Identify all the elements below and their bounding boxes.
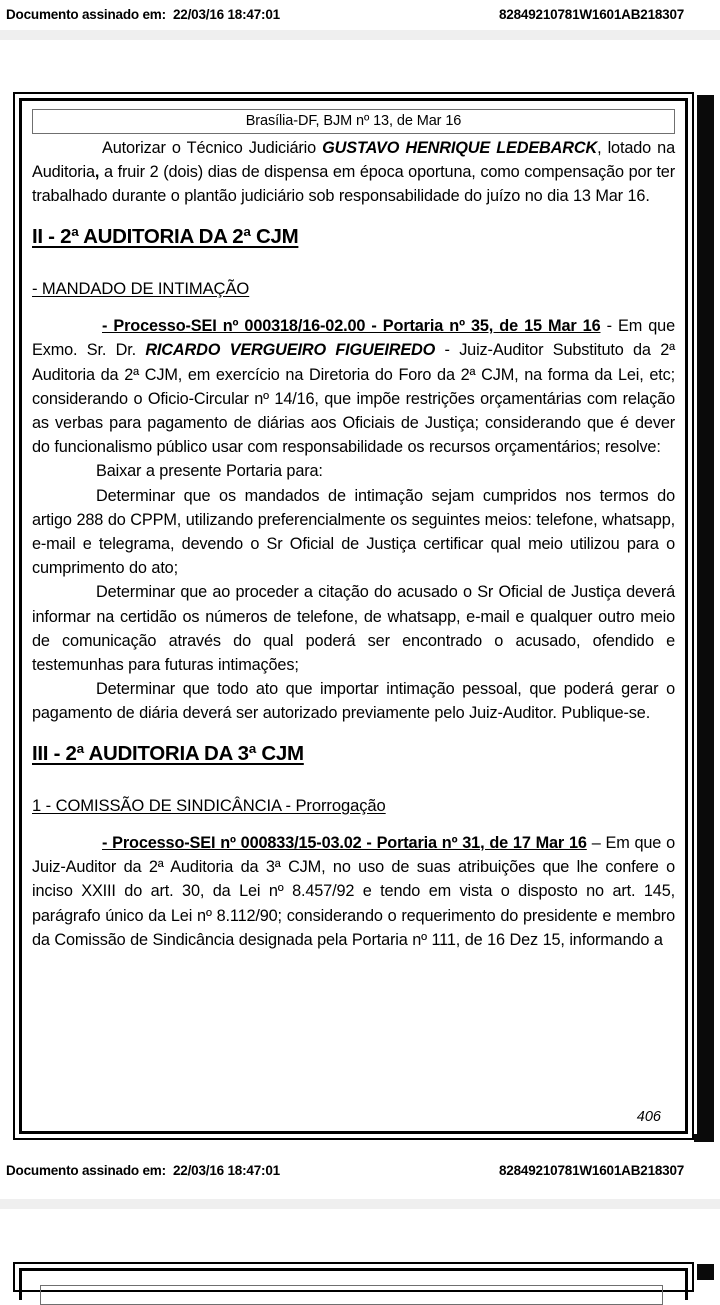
paragraph-autorizar — [32, 136, 675, 209]
paragraph-determinar-1: Determinar que os mandados de intimação sejam cumpridos nos termos do artigo 288 do CPPM, utilizando preferencialmente os seguintes meios: telefone, whatsapp, e-mail e telegrama, devendo o Sr Oficial de Justiça certificar qual meio utilizou para o cumprimento do ato; — [32, 486, 675, 578]
judge-name: RICARDO VERGUEIRO FIGUEIREDO — [145, 341, 436, 360]
signature-header-text — [6, 7, 280, 22]
section-3-subheading-wrap — [32, 780, 675, 815]
section-2-heading-wrap — [32, 209, 675, 248]
paragraph-autorizar-rest-b: a fruir 2 (dois) dias de dispensa em época oportuna, como compensação por ter trabalhado durante o plantão judiciário sob responsabilidade do juízo no dia 13 Mar 16. — [32, 163, 675, 206]
employee-name: GUSTAVO HENRIQUE LEDEBARCK — [322, 139, 598, 157]
signature-header-code: 82849210781W1601AB218307 — [499, 6, 685, 22]
paragraph-autorizar-rest-a: , lotado na Auditoria — [32, 139, 675, 182]
processo-sei-reference-2: - Processo-SEI nº 000833/15-03.02 - Portaria nº 31, de 17 Mar 16 — [102, 834, 587, 853]
next-page-scan-shadow — [697, 1264, 714, 1280]
paragraph-determinar-3: Determinar que todo ato que importar intimação pessoal, que poderá gerar o pagamento de diária deverá ser autorizado previamente pelo Juiz-Auditor. Publique-se. — [32, 680, 675, 723]
signature-footer-datetime: 22/03/16 18:47:01 — [173, 1162, 280, 1178]
signature-header — [0, 2, 720, 26]
next-document-page — [13, 1262, 694, 1292]
processo-sei-tail-1: - Juiz-Auditor Substituto da 2ª Auditoria da 2ª CJM, em exercício na Diretoria do Foro da 2ª CJM, na forma da Lei, etc; considerando o Oficio-Circular nº 14/16, que impõe restrições orçamentárias com relação as verbas para pagamento de diárias aos Oficiais de Justiça; considerando que é dever do funcionalismo público usar com responsabilidade os recursos orçamentários; resolve: — [32, 341, 675, 457]
signature-header-datetime: 22/03/16 18:47:01 — [173, 6, 280, 22]
footer-separator-band — [0, 1199, 720, 1209]
page-number: 406 — [636, 1109, 661, 1125]
paragraph-processo-sei-1 — [32, 314, 675, 459]
section-3-heading-wrap — [32, 726, 675, 765]
section-2-subheading: - MANDADO DE INTIMAÇÃO — [32, 279, 250, 299]
paragraph-determinar-2: Determinar que ao proceder a citação do acusado o Sr Oficial de Justiça deverá informar na certidão os números de telefone, de whatsapp, e-mail e qualquer outro meio de comunicação através do qual poderá ser encontrado o acusado, ofendido e testemunhas para futuras intimações; — [32, 583, 675, 674]
header-separator-band — [0, 30, 720, 40]
signature-footer-label: Documento assinado em: — [6, 1162, 166, 1178]
spacer — [32, 247, 675, 263]
paragraph-processo-sei-2 — [32, 831, 675, 952]
section-2-heading: II - 2ª AUDITORIA DA 2ª CJM — [32, 224, 299, 248]
section-3-subheading: 1 - COMISSÃO DE SINDICÂNCIA - Prorrogação — [32, 796, 386, 816]
processo-sei-after-1: - Em que Exmo. Sr. Dr. — [32, 317, 675, 360]
next-document-page-border — [19, 1268, 688, 1300]
document-page-border — [19, 98, 688, 1134]
spacer — [32, 298, 675, 314]
page-scan-shadow-cap — [694, 1134, 714, 1142]
paragraph-baixar: Baixar a presente Portaria para: — [96, 462, 323, 481]
signature-footer-text — [6, 1163, 280, 1178]
paragraph-autorizar-comma: , — [94, 163, 100, 182]
document-page — [13, 92, 694, 1140]
next-page-title-box — [40, 1285, 663, 1305]
signature-footer — [0, 1158, 720, 1182]
processo-sei-tail-2: – Em que o Juiz-Auditor da 2ª Auditoria da 3ª CJM, no uso de suas atribuições que lhe confere o inciso XXIII do art. 30, da Lei nº 8.457/92 e tendo em vista o disposto no art. 145, parágrafo único da Lei nº 8.112/90; considerando o requerimento do presidente e membro da Comissão de Sindicância designada pela Portaria nº 111, de 16 Dez 15, informando a — [32, 834, 675, 949]
signature-header-label: Documento assinado em: — [6, 6, 166, 22]
signature-footer-code: 82849210781W1601AB218307 — [499, 1162, 685, 1178]
page-scan-shadow — [697, 95, 714, 1142]
document-page-content — [32, 109, 675, 1127]
spacer — [32, 815, 675, 831]
section-2-subheading-wrap — [32, 263, 675, 298]
paragraph-autorizar-lead: Autorizar o Técnico Judiciário — [102, 139, 323, 157]
processo-sei-reference-1: - Processo-SEI nº 000318/16-02.00 - Portaria nº 35, de 15 Mar 16 — [102, 317, 601, 336]
section-3-heading: III - 2ª AUDITORIA DA 3ª CJM — [32, 741, 304, 765]
spacer — [32, 764, 675, 780]
bulletin-title-box: Brasília-DF, BJM nº 13, de Mar 16 — [32, 109, 675, 134]
